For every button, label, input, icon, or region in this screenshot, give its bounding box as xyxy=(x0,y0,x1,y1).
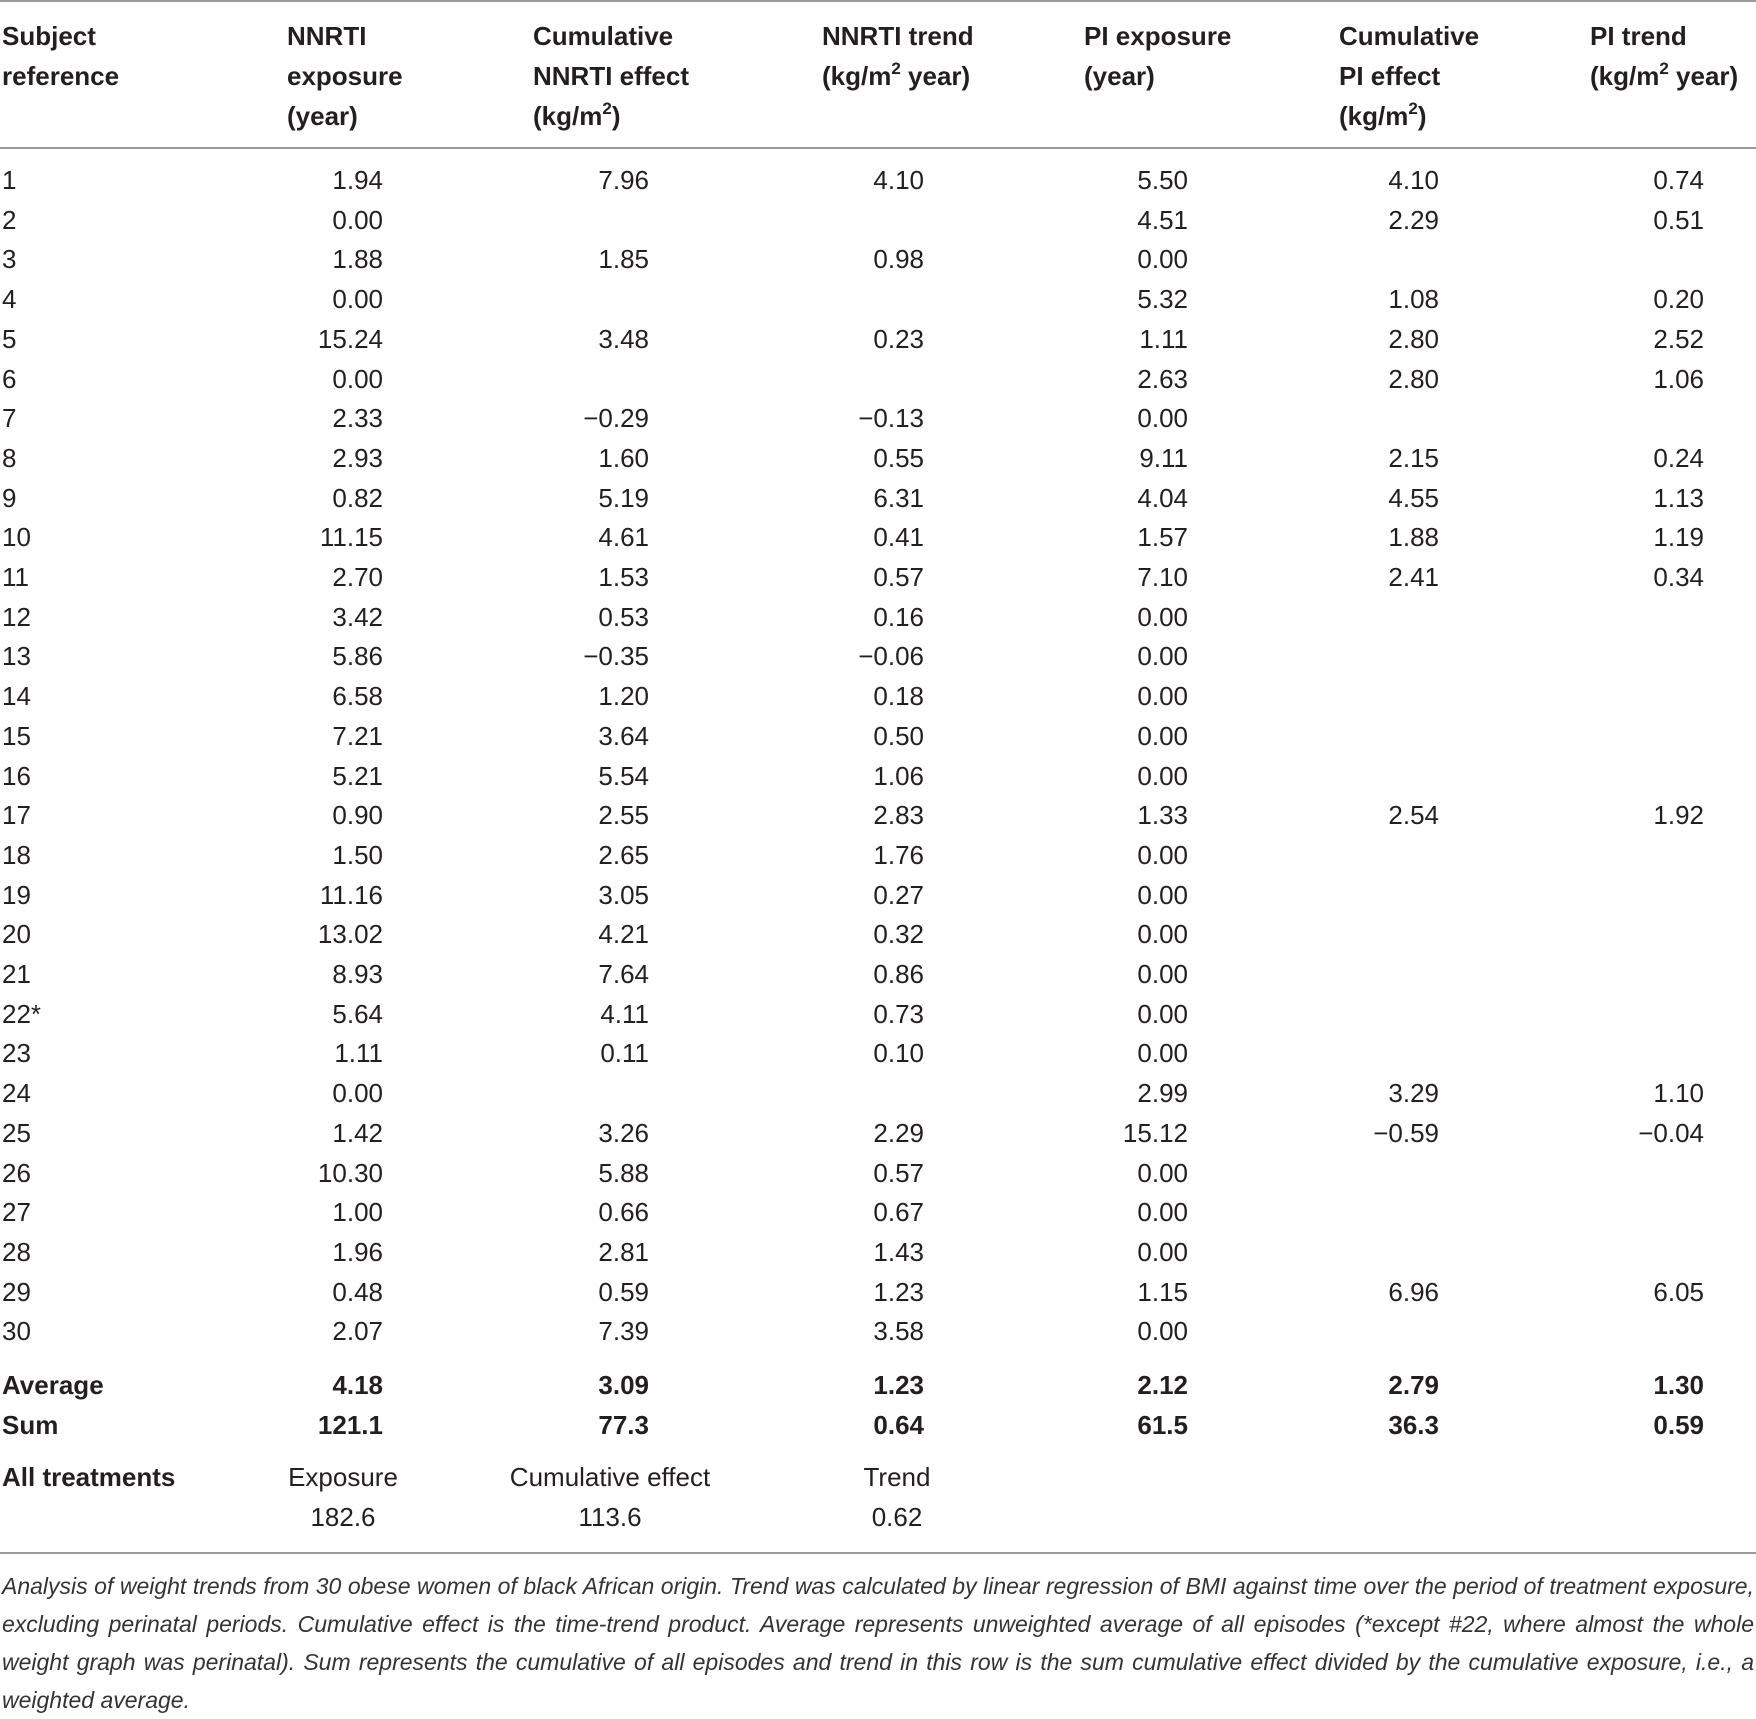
table-cell: 2.65 xyxy=(598,840,649,870)
table-cell: 1.06 xyxy=(1653,364,1704,394)
table-row xyxy=(0,319,1756,359)
table-cell: 1.76 xyxy=(873,840,924,870)
column-header-line: ($kg/m^2$ year) xyxy=(1590,59,1739,91)
table-cell: 0.51 xyxy=(1653,205,1704,235)
column-header-line: $(kg/m^2)$ xyxy=(533,99,621,131)
table-cell: 15.12 xyxy=(1122,1118,1188,1148)
table-cell: −0.35 xyxy=(583,641,649,671)
column-header-line: ($kg/m^2$ year) xyxy=(822,59,971,91)
table-cell: 1.88 xyxy=(1388,522,1439,552)
table-cell: 0.10 xyxy=(873,1038,924,1068)
table-cell: 0.00 xyxy=(1137,1158,1188,1188)
row-label: 20 xyxy=(2,919,31,949)
table-row xyxy=(0,716,1756,756)
table-cell: 1.11 xyxy=(1139,324,1188,354)
row-label: 28 xyxy=(2,1237,31,1267)
table-cell: 5.32 xyxy=(1137,284,1188,314)
table-cell: −0.59 xyxy=(1373,1118,1439,1148)
table-cell: 0.57 xyxy=(873,562,924,592)
table-cell: 2.99 xyxy=(1137,1078,1188,1108)
table-cell: 36.3 xyxy=(1388,1410,1439,1440)
table-cell: 0.55 xyxy=(873,443,924,473)
table-cell: 5.86 xyxy=(332,641,383,671)
table-cell: 2.41 xyxy=(1388,562,1439,592)
table-cell: 0.73 xyxy=(873,999,924,1029)
table-cell: 2.55 xyxy=(598,800,649,830)
column-header-line: NNRTI xyxy=(287,21,367,51)
table-cell: 2.79 xyxy=(1388,1370,1439,1400)
table-cell: 11.15 xyxy=(319,522,383,552)
table-row xyxy=(0,200,1756,240)
table-cell: 0.00 xyxy=(332,284,383,314)
summary-label: Exposure xyxy=(288,1462,398,1492)
row-label: 19 xyxy=(2,880,31,910)
table-cell: 2.80 xyxy=(1388,324,1439,354)
table-row xyxy=(0,875,1756,915)
column-header-line: PI trend xyxy=(1590,21,1687,51)
table-cell: 1.53 xyxy=(598,562,649,592)
row-label: 13 xyxy=(2,641,31,671)
row-label: 12 xyxy=(2,602,31,632)
row-label: 16 xyxy=(2,761,31,791)
column-header-line: PI effect xyxy=(1339,61,1441,91)
table-row xyxy=(0,1153,1756,1193)
table-cell: 0.11 xyxy=(600,1038,649,1068)
sum-row xyxy=(0,1405,1756,1445)
table-cell: 0.86 xyxy=(873,959,924,989)
table-cell: 7.64 xyxy=(598,959,649,989)
table-row xyxy=(0,954,1756,994)
table-row xyxy=(0,239,1756,279)
table-cell: 0.23 xyxy=(873,324,924,354)
table-cell: 13.02 xyxy=(317,919,383,949)
table-cell: 5.50 xyxy=(1137,165,1188,195)
table-cell: 0.66 xyxy=(598,1197,649,1227)
table-row xyxy=(0,1073,1756,1113)
table-cell: 0.00 xyxy=(1137,919,1188,949)
table-cell: 3.48 xyxy=(598,324,649,354)
column-header-line: (year) xyxy=(1084,61,1155,91)
table-cell: 1.30 xyxy=(1653,1370,1704,1400)
column-header-line: PI exposure xyxy=(1084,21,1232,51)
table-cell: 61.5 xyxy=(1137,1410,1188,1440)
table-cell: 0.59 xyxy=(598,1277,649,1307)
column-header-line: Cumulative xyxy=(1339,21,1480,51)
column-header-4 xyxy=(1084,16,1231,96)
table-cell: 0.00 xyxy=(332,205,383,235)
table-cell: 1.20 xyxy=(598,681,649,711)
row-label: 9 xyxy=(2,483,17,513)
table-cell: 6.58 xyxy=(332,681,383,711)
table-cell: 1.85 xyxy=(598,244,649,274)
header-rule xyxy=(0,147,1756,149)
table-cell: 4.51 xyxy=(1137,205,1188,235)
summary-value: 113.6 xyxy=(578,1502,642,1532)
table-cell: 1.96 xyxy=(332,1237,383,1267)
table-row xyxy=(0,636,1756,676)
table-row xyxy=(0,835,1756,875)
column-header-line: reference xyxy=(2,61,120,91)
table-row xyxy=(0,359,1756,399)
table-cell: 3.64 xyxy=(598,721,649,751)
all-treatments-values-row xyxy=(0,1497,1756,1537)
table-cell: 0.00 xyxy=(1137,1038,1188,1068)
row-label: 29 xyxy=(2,1277,31,1307)
column-header-1 xyxy=(287,16,403,136)
top-rule xyxy=(0,0,1756,2)
table-row xyxy=(0,597,1756,637)
table-cell: 0.98 xyxy=(873,244,924,274)
table-cell: 4.10 xyxy=(1388,165,1439,195)
table-cell: 1.13 xyxy=(1653,483,1704,513)
table-cell: 5.88 xyxy=(598,1158,649,1188)
table-cell: −0.04 xyxy=(1638,1118,1704,1148)
table-cell: 1.92 xyxy=(1653,800,1704,830)
table-cell: 1.88 xyxy=(332,244,383,274)
table-cell: −0.06 xyxy=(858,641,924,671)
table-cell: 6.05 xyxy=(1653,1277,1704,1307)
table-cell: 2.93 xyxy=(332,443,383,473)
column-header-6 xyxy=(1590,16,1738,96)
table-cell: 0.34 xyxy=(1653,562,1704,592)
table-cell: 1.23 xyxy=(873,1277,924,1307)
table-cell: 0.00 xyxy=(1137,880,1188,910)
row-label: 5 xyxy=(2,324,17,354)
summary-label: Trend xyxy=(863,1462,931,1492)
superscript: 2 xyxy=(891,59,901,79)
table-cell: 2.70 xyxy=(332,562,383,592)
superscript: 2 xyxy=(602,99,612,119)
row-label: 7 xyxy=(2,403,17,433)
table-row xyxy=(0,517,1756,557)
table-cell: 0.00 xyxy=(1137,1197,1188,1227)
table-cell: 0.00 xyxy=(1137,403,1188,433)
table-cell: 0.16 xyxy=(873,602,924,632)
table-cell: 1.57 xyxy=(1137,522,1188,552)
table-cell: 2.81 xyxy=(598,1237,649,1267)
row-label: 3 xyxy=(2,244,17,274)
table-cell: 121.1 xyxy=(317,1410,383,1440)
row-label: All treatments xyxy=(2,1462,176,1492)
table-cell: 3.58 xyxy=(873,1316,924,1346)
table-cell: 5.19 xyxy=(598,483,649,513)
table-cell: 1.10 xyxy=(1653,1078,1704,1108)
row-label: 11 xyxy=(2,562,29,592)
table-cell: 0.41 xyxy=(873,522,924,552)
table-cell: 7.10 xyxy=(1137,562,1188,592)
superscript: 2 xyxy=(1659,59,1669,79)
table-cell: 1.00 xyxy=(332,1197,383,1227)
table-row xyxy=(0,676,1756,716)
table-cell: 0.00 xyxy=(1137,602,1188,632)
table-cell: 2.63 xyxy=(1137,364,1188,394)
table-cell: 0.82 xyxy=(332,483,383,513)
summary-value: 182.6 xyxy=(310,1502,376,1532)
column-header-line: exposure xyxy=(287,61,403,91)
column-header-line: $(kg/m^2)$ xyxy=(1339,99,1427,131)
table-cell: 0.90 xyxy=(332,800,383,830)
row-label: 10 xyxy=(2,522,31,552)
table-cell: 2.15 xyxy=(1388,443,1439,473)
table-cell: 0.00 xyxy=(1137,244,1188,274)
row-label: 27 xyxy=(2,1197,31,1227)
column-header-0 xyxy=(2,16,119,96)
table-cell: 2.52 xyxy=(1653,324,1704,354)
table-cell: 0.53 xyxy=(598,602,649,632)
table-row xyxy=(0,914,1756,954)
table-cell: 0.00 xyxy=(332,364,383,394)
table-cell: 0.00 xyxy=(1137,721,1188,751)
table-cell: 1.33 xyxy=(1137,800,1188,830)
table-row xyxy=(0,756,1756,796)
table-row xyxy=(0,1113,1756,1153)
table-cell: 3.09 xyxy=(598,1370,649,1400)
table-cell: 0.67 xyxy=(873,1197,924,1227)
table-cell: 6.31 xyxy=(873,483,924,513)
table-cell: 2.33 xyxy=(332,403,383,433)
table-cell: 1.23 xyxy=(873,1370,924,1400)
row-label: 23 xyxy=(2,1038,31,1068)
table-cell: 1.43 xyxy=(873,1237,924,1267)
table-cell: 0.00 xyxy=(1137,761,1188,791)
table-cell: 10.30 xyxy=(317,1158,383,1188)
table-cell: 0.27 xyxy=(873,880,924,910)
table-row xyxy=(0,438,1756,478)
column-header-line: NNRTI trend xyxy=(822,21,974,51)
table-cell: 3.29 xyxy=(1388,1078,1439,1108)
table-cell: 2.07 xyxy=(332,1316,383,1346)
table-cell: 4.21 xyxy=(598,919,649,949)
row-label: 30 xyxy=(2,1316,31,1346)
table-cell: 1.08 xyxy=(1388,284,1439,314)
table-cell: 7.21 xyxy=(332,721,383,751)
table-cell: 7.39 xyxy=(598,1316,649,1346)
column-header-line: NNRTI effect xyxy=(533,61,690,91)
table-cell: 0.32 xyxy=(873,919,924,949)
table-cell: 2.29 xyxy=(1388,205,1439,235)
table-row xyxy=(0,478,1756,518)
table-cell: 2.12 xyxy=(1137,1370,1188,1400)
row-label: 25 xyxy=(2,1118,31,1148)
row-label: 1 xyxy=(2,165,17,195)
table-cell: 5.64 xyxy=(332,999,383,1029)
table-cell: 0.00 xyxy=(1137,641,1188,671)
table-cell: 0.48 xyxy=(332,1277,383,1307)
table-cell: 0.00 xyxy=(1137,1316,1188,1346)
table-cell: 77.3 xyxy=(598,1410,649,1440)
table-cell: 0.00 xyxy=(1137,840,1188,870)
summary-label: Cumulative effect xyxy=(509,1462,711,1492)
row-label: 17 xyxy=(2,800,31,830)
row-label: 2 xyxy=(2,205,17,235)
all-treatments-row xyxy=(0,1457,1756,1497)
column-header-line: (year) xyxy=(287,101,358,131)
table-cell: 1.11 xyxy=(334,1038,383,1068)
table-row xyxy=(0,994,1756,1034)
row-label: 15 xyxy=(2,721,31,751)
row-label: 14 xyxy=(2,681,31,711)
table-cell: 7.96 xyxy=(598,165,649,195)
table-row xyxy=(0,795,1756,835)
table-cell: 1.15 xyxy=(1137,1277,1188,1307)
table-cell: 5.21 xyxy=(332,761,383,791)
table-cell: 0.57 xyxy=(873,1158,924,1188)
table-cell: 0.24 xyxy=(1653,443,1704,473)
table-cell: 4.04 xyxy=(1137,483,1188,513)
table-cell: 3.42 xyxy=(332,602,383,632)
row-label: 18 xyxy=(2,840,31,870)
table-cell: 9.11 xyxy=(1139,443,1188,473)
table-row xyxy=(0,1192,1756,1232)
table-cell: 0.74 xyxy=(1653,165,1704,195)
table-cell: 1.19 xyxy=(1653,522,1704,552)
table-cell: 1.42 xyxy=(332,1118,383,1148)
table-row xyxy=(0,160,1756,200)
table-cell: 0.00 xyxy=(1137,1237,1188,1267)
table-cell: 0.18 xyxy=(873,681,924,711)
table-cell: 0.59 xyxy=(1653,1410,1704,1440)
row-label: 6 xyxy=(2,364,17,394)
row-label: Sum xyxy=(2,1410,59,1440)
row-label: 4 xyxy=(2,284,17,314)
table-cell: 2.83 xyxy=(873,800,924,830)
column-header-5 xyxy=(1339,16,1479,136)
superscript: 2 xyxy=(1408,99,1418,119)
table-cell: 0.00 xyxy=(1137,999,1188,1029)
row-label: 21 xyxy=(2,959,31,989)
table-cell: 0.64 xyxy=(873,1410,924,1440)
row-label: 26 xyxy=(2,1158,31,1188)
table-row xyxy=(0,557,1756,597)
table-row xyxy=(0,1272,1756,1312)
table-cell: −0.13 xyxy=(858,403,924,433)
table-cell: 4.10 xyxy=(873,165,924,195)
table-row xyxy=(0,1232,1756,1272)
table-cell: 5.54 xyxy=(598,761,649,791)
table-cell: 3.26 xyxy=(598,1118,649,1148)
column-header-3 xyxy=(822,16,974,96)
table-row xyxy=(0,1311,1756,1351)
table-row xyxy=(0,1033,1756,1073)
table-cell: 4.18 xyxy=(332,1370,383,1400)
table-cell: 6.96 xyxy=(1388,1277,1439,1307)
table-cell: 1.50 xyxy=(332,840,383,870)
table-cell: 0.00 xyxy=(332,1078,383,1108)
table-cell: 0.50 xyxy=(873,721,924,751)
table-cell: 4.55 xyxy=(1388,483,1439,513)
row-label: 8 xyxy=(2,443,17,473)
table-footnote: Analysis of weight trends from 30 obese women of black African origin. Trend was calculated by linear regression of BMI against time over the period of treatment exposure, excluding perinatal periods. Cumulative effect is the time-trend product. Average represents unweighted average of all episodes (*except #22, where almost the whole weight graph was perinatal). Sum represents the cumulative of all episodes and trend in this row is the sum cumulative effect divided by the cumulative exposure, i.e., a weighted average. xyxy=(2,1573,1754,1713)
table-cell: 0.20 xyxy=(1653,284,1704,314)
table-row xyxy=(0,398,1756,438)
row-label: 22* xyxy=(2,999,42,1029)
table-cell: 11.16 xyxy=(319,880,383,910)
table-cell: 1.60 xyxy=(598,443,649,473)
table-row xyxy=(0,279,1756,319)
table-cell: 2.54 xyxy=(1388,800,1439,830)
table-cell: 8.93 xyxy=(332,959,383,989)
table-cell: 1.06 xyxy=(873,761,924,791)
column-header-line: Subject xyxy=(2,21,96,51)
summary-value: 0.62 xyxy=(871,1502,923,1532)
table-cell: 3.05 xyxy=(598,880,649,910)
table-cell: 0.00 xyxy=(1137,681,1188,711)
table-cell: 4.61 xyxy=(598,522,649,552)
table-cell: 4.11 xyxy=(600,999,649,1029)
table-cell: 1.94 xyxy=(332,165,383,195)
row-label: 24 xyxy=(2,1078,31,1108)
row-label: Average xyxy=(2,1370,104,1400)
column-header-line: Cumulative xyxy=(533,21,674,51)
table-cell: 2.80 xyxy=(1388,364,1439,394)
column-header-2 xyxy=(533,16,689,136)
table-cell: 2.29 xyxy=(873,1118,924,1148)
table-cell: 0.00 xyxy=(1137,959,1188,989)
table-cell: 15.24 xyxy=(317,324,383,354)
bottom-rule xyxy=(0,1552,1756,1554)
average-row xyxy=(0,1365,1756,1405)
table-cell: −0.29 xyxy=(583,403,649,433)
